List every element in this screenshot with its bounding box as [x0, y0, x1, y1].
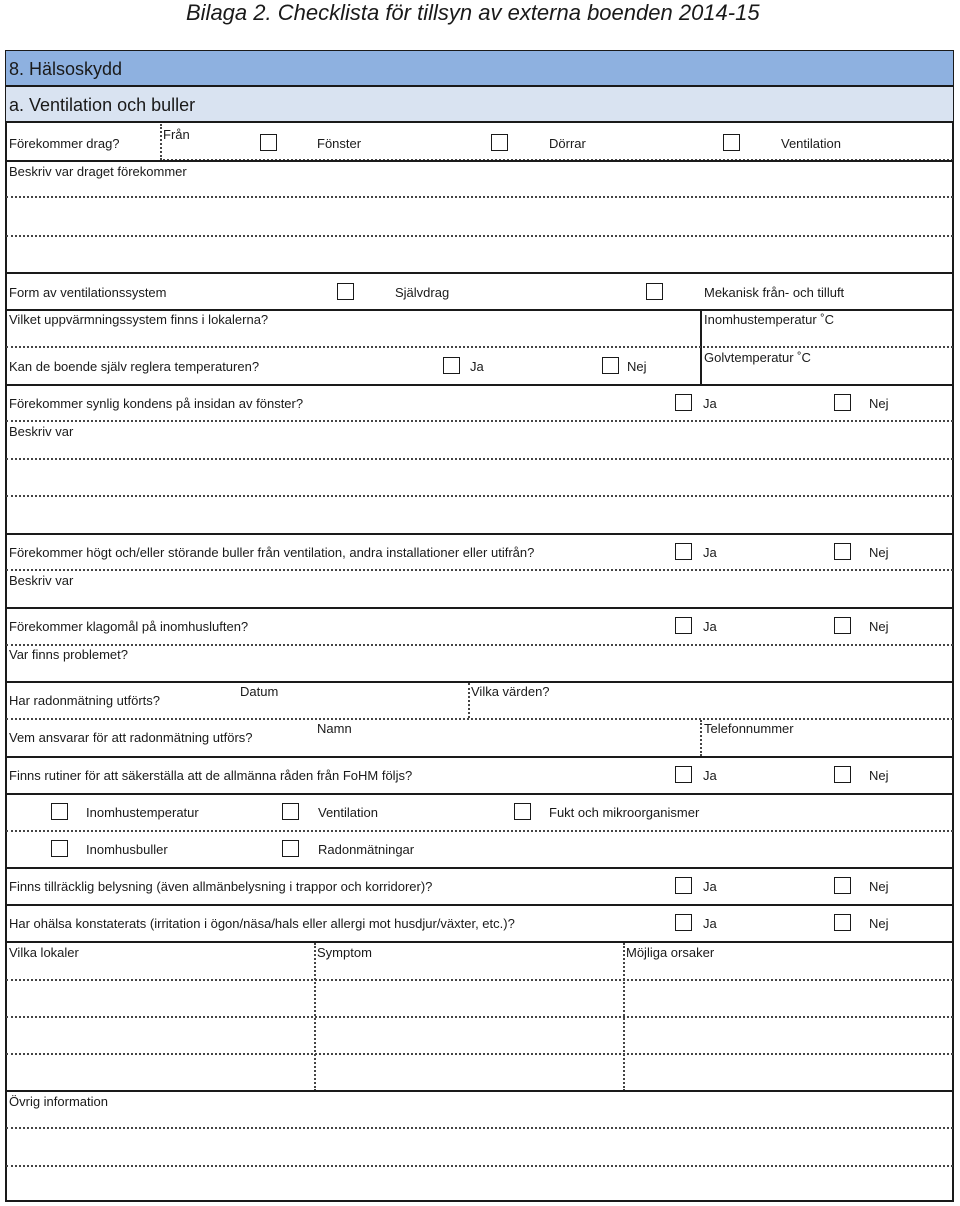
routines-yes-label: Ja	[703, 768, 717, 783]
complaints-no-checkbox[interactable]	[834, 617, 851, 634]
drag-from-label: Från	[163, 127, 190, 142]
illness-causes-field-2[interactable]	[626, 1019, 951, 1052]
condensation-describe-label: Beskriv var	[9, 424, 74, 439]
row-line	[6, 941, 953, 943]
condensation-yes-checkbox[interactable]	[675, 394, 692, 411]
heating-question: Vilket uppvärmningssystem finns i lokalerna?	[9, 312, 269, 327]
lighting-yes-label: Ja	[703, 879, 717, 894]
temp-control-no-checkbox[interactable]	[602, 357, 619, 374]
subsection-title: a. Ventilation och buller	[9, 95, 196, 115]
lighting-no-label: Nej	[869, 879, 889, 894]
routine-ventilation-label: Ventilation	[318, 805, 378, 820]
other-info-label: Övrig information	[9, 1094, 108, 1109]
illness-yes-label: Ja	[703, 916, 717, 931]
radon-name-label: Namn	[317, 721, 352, 736]
illness-symptoms-field-3[interactable]	[317, 1056, 622, 1089]
row-line	[6, 718, 953, 720]
row-line	[6, 1016, 953, 1018]
routine-radon-label: Radonmätningar	[318, 842, 415, 857]
floor-temp-label: Golvtemperatur ˚C	[704, 350, 811, 365]
radon-question: Har radonmätning utförts?	[9, 693, 161, 708]
routine-radon-checkbox[interactable]	[282, 840, 299, 857]
subsection-header	[6, 87, 953, 123]
complaints-yes-label: Ja	[703, 619, 717, 634]
illness-causes-field-3[interactable]	[626, 1056, 951, 1089]
temp-control-no-label: Nej	[627, 359, 647, 374]
routine-indoor-temp-label: Inomhustemperatur	[86, 805, 199, 820]
condensation-question: Förekommer synlig kondens på insidan av fönster?	[9, 396, 304, 411]
complaints-where-label: Var finns problemet?	[9, 647, 128, 662]
row-line	[6, 756, 953, 758]
routine-noise-label: Inomhusbuller	[86, 842, 168, 857]
routine-noise-checkbox[interactable]	[51, 840, 68, 857]
row-line	[6, 1053, 953, 1055]
lighting-no-checkbox[interactable]	[834, 877, 851, 894]
vent-natural-label: Självdrag	[395, 285, 450, 300]
routine-ventilation-checkbox[interactable]	[282, 803, 299, 820]
noise-no-label: Nej	[869, 545, 889, 560]
noise-question: Förekommer högt och/eller störande buller från ventilation, andra installationer eller utifrån?	[9, 545, 535, 560]
radon-values-label: Vilka värden?	[471, 684, 550, 699]
row-line	[6, 160, 953, 162]
divider	[700, 720, 702, 756]
routine-moisture-checkbox[interactable]	[514, 803, 531, 820]
illness-no-label: Nej	[869, 916, 889, 931]
routine-indoor-temp-checkbox[interactable]	[51, 803, 68, 820]
illness-premises-field-3[interactable]	[8, 1056, 313, 1089]
other-info-field-1[interactable]	[8, 1130, 951, 1163]
illness-no-checkbox[interactable]	[834, 914, 851, 931]
drag-window-checkbox[interactable]	[260, 134, 277, 151]
vent-mechanical-label: Mekanisk från- och tilluft	[704, 285, 845, 300]
indoor-temp-label: Inomhustemperatur ˚C	[704, 312, 835, 327]
condensation-yes-label: Ja	[703, 396, 717, 411]
noise-describe-label: Beskriv var	[9, 573, 74, 588]
lighting-yes-checkbox[interactable]	[675, 877, 692, 894]
noise-yes-label: Ja	[703, 545, 717, 560]
illness-causes-field-1[interactable]	[626, 982, 951, 1015]
row-line	[6, 196, 953, 198]
row-line	[6, 830, 953, 832]
drag-question: Förekommer drag?	[9, 136, 120, 151]
routines-no-label: Nej	[869, 768, 889, 783]
routine-moisture-label: Fukt och mikroorganismer	[549, 805, 700, 820]
illness-symptoms-field-1[interactable]	[317, 982, 622, 1015]
drag-ventilation-label: Ventilation	[781, 136, 841, 151]
row-line	[6, 235, 953, 237]
illness-col-causes: Möjliga orsaker	[626, 945, 715, 960]
condensation-no-checkbox[interactable]	[834, 394, 851, 411]
row-line	[6, 867, 953, 869]
row-line	[6, 1090, 953, 1092]
temp-control-yes-label: Ja	[470, 359, 484, 374]
row-line	[6, 533, 953, 535]
row-line	[6, 458, 953, 460]
condensation-no-label: Nej	[869, 396, 889, 411]
row-line	[6, 384, 953, 386]
row-line	[6, 904, 953, 906]
vent-system-label: Form av ventilationssystem	[9, 285, 167, 300]
page-title: Bilaga 2. Checklista för tillsyn av externa boenden 2014-15	[186, 0, 760, 25]
radon-date-label: Datum	[240, 684, 279, 699]
row-line	[6, 346, 953, 348]
radon-phone-label: Telefonnummer	[704, 721, 794, 736]
other-info-field-2[interactable]	[8, 1168, 951, 1200]
divider	[468, 683, 470, 718]
routines-question: Finns rutiner för att säkerställa att de allmänna råden från FoHM följs?	[9, 768, 413, 783]
drag-door-label: Dörrar	[549, 136, 586, 151]
temp-control-question: Kan de boende själv reglera temperaturen?	[9, 359, 260, 374]
temp-control-yes-checkbox[interactable]	[443, 357, 460, 374]
row-line	[6, 793, 953, 795]
illness-question: Har ohälsa konstaterats (irritation i ögon/näsa/hals eller allergi mot husdjur/växter, etc.)?	[9, 916, 515, 931]
row-line	[6, 420, 953, 422]
row-line	[6, 979, 953, 981]
condensation-describe-field-2[interactable]	[8, 499, 951, 531]
routines-yes-checkbox[interactable]	[675, 766, 692, 783]
complaints-yes-checkbox[interactable]	[675, 617, 692, 634]
noise-yes-checkbox[interactable]	[675, 543, 692, 560]
illness-yes-checkbox[interactable]	[675, 914, 692, 931]
complaints-question: Förekommer klagomål på inomhusluften?	[9, 619, 249, 634]
noise-no-checkbox[interactable]	[834, 543, 851, 560]
drag-ventilation-checkbox[interactable]	[723, 134, 740, 151]
row-line	[6, 569, 953, 571]
radon-responsible-question: Vem ansvarar för att radonmätning utförs?	[9, 730, 253, 745]
divider	[160, 124, 162, 160]
row-line	[6, 1165, 953, 1167]
drag-describe-field-2[interactable]	[8, 238, 951, 271]
vent-mechanical-checkbox[interactable]	[646, 283, 663, 300]
illness-premises-field-1[interactable]	[8, 982, 313, 1015]
condensation-describe-field-1[interactable]	[8, 462, 951, 494]
drag-describe-field-1[interactable]	[8, 200, 951, 234]
illness-symptoms-field-2[interactable]	[317, 1019, 622, 1052]
vent-natural-checkbox[interactable]	[337, 283, 354, 300]
complaints-no-label: Nej	[869, 619, 889, 634]
section-header	[6, 51, 953, 87]
lighting-question: Finns tillräcklig belysning (även allmänbelysning i trappor och korridorer)?	[9, 879, 433, 894]
row-line	[6, 607, 953, 609]
row-line	[6, 681, 953, 683]
row-line	[6, 309, 953, 311]
row-line	[6, 644, 953, 646]
section-title: 8. Hälsoskydd	[9, 59, 123, 79]
row-line	[6, 272, 953, 274]
illness-col-premises: Vilka lokaler	[9, 945, 79, 960]
illness-col-symptoms: Symptom	[317, 945, 372, 960]
drag-describe-label: Beskriv var draget förekommer	[9, 164, 187, 179]
drag-window-label: Fönster	[317, 136, 362, 151]
drag-door-checkbox[interactable]	[491, 134, 508, 151]
routines-no-checkbox[interactable]	[834, 766, 851, 783]
row-line	[6, 495, 953, 497]
row-line	[6, 1127, 953, 1129]
illness-premises-field-2[interactable]	[8, 1019, 313, 1052]
